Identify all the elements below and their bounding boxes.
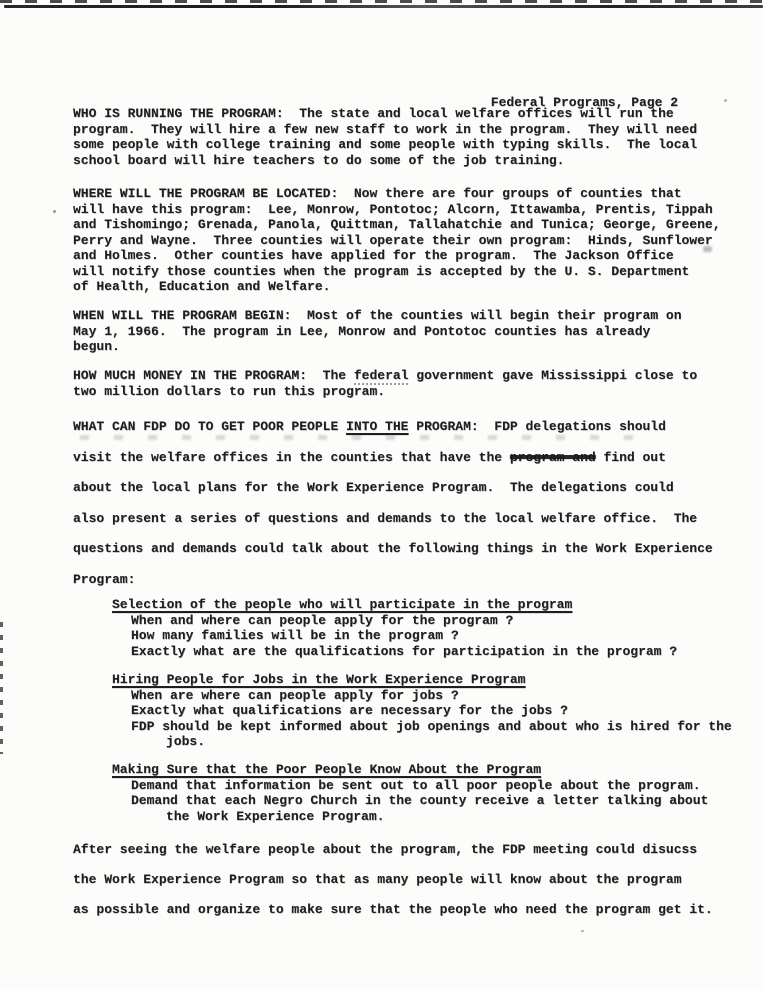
text-line: questions and demands could talk about the following things in the Work Experience — [73, 541, 713, 556]
scan-speck — [53, 210, 56, 213]
text-segment: visit the welfare offices in the counties that have the — [73, 449, 510, 465]
section-question: Exactly what are the qualifications for participation in the program ? — [131, 643, 678, 659]
paragraph-how-much-money — [73, 368, 697, 399]
section-question: When and where can people apply for the program ? — [131, 612, 514, 628]
section-question: FDP should be kept informed about job openings and about who is hired for the — [131, 718, 732, 734]
text-line: as possible and organize to make sure that the people who need the program get it. — [73, 902, 713, 917]
text-line: WHEN WILL THE PROGRAM BEGIN: Most of the counties will begin their program on — [73, 308, 682, 323]
section-continuation-line: jobs. — [166, 734, 206, 749]
smudged-word: federal — [353, 368, 409, 383]
paragraph-closing — [73, 835, 713, 925]
scan-artifact-top-rule — [4, 5, 763, 8]
text-line: begun. — [73, 339, 120, 354]
section-making-sure — [112, 762, 708, 824]
text-line: of Health, Education and Welfare. — [73, 279, 331, 294]
text-line: After seeing the welfare people about the program, the FDP meeting could disucss — [73, 842, 698, 857]
text-line: school board will hire teachers to do some of the job training. — [73, 152, 565, 168]
text-line: two million dollars to run this program. — [73, 383, 386, 399]
section-selection-of-people — [112, 597, 677, 659]
text-line: about the local plans for the Work Experience Program. The delegations could — [73, 480, 674, 495]
text-line: WHERE WILL THE PROGRAM BE LOCATED: Now there are four groups of counties that — [73, 186, 682, 201]
text-line: Program: — [73, 571, 136, 587]
text-line: WHO IS RUNNING THE PROGRAM: The state and local welfare offices will run the — [73, 106, 674, 121]
struck-through-words: program and — [509, 449, 596, 465]
paragraph-when-begin — [73, 308, 682, 355]
section-demand: Demand that information be sent out to all poor people about the program. — [131, 777, 701, 793]
text-segment: find out — [595, 449, 666, 465]
page-header-text: Federal Programs, Page 2 — [490, 95, 678, 110]
text-line: Perry and Wayne. Three counties will operate their own program: Hinds, Sunflower — [73, 232, 713, 248]
section-question: Exactly what qualifications are necessary for the jobs ? — [131, 703, 568, 718]
text-line: some people with college training and some people with typing skills. The local — [73, 137, 698, 152]
text-line: will have this program: Lee, Monrow, Pontotoc; Alcorn, Ittawamba, Prentis, Tippah — [73, 201, 713, 217]
text-segment: PROGRAM: FDP delegations should — [408, 419, 666, 434]
section-heading: Making Sure that the Poor People Know About the Program — [112, 762, 542, 777]
text-line: May 1, 1966. The program in Lee, Monrow and Pontotoc counties has already — [73, 323, 651, 339]
underlined-words: INTO THE — [346, 419, 409, 434]
paragraph-where-located — [73, 186, 721, 295]
text-line — [73, 443, 713, 474]
text-segment: government gave Mississippi close to — [408, 368, 698, 383]
text-segment: WHAT CAN FDP DO TO GET POOR PEOPLE — [73, 419, 347, 434]
section-question: How many families will be in the program ? — [131, 628, 459, 643]
text-line: and Tishomingo; Grenada, Panola, Quittman, Tallahatchie and Tunica; George, Greene, — [73, 217, 721, 232]
section-heading: Hiring People for Jobs in the Work Experience Program — [112, 672, 526, 687]
text-line — [73, 412, 713, 443]
section-heading: Selection of the people who will participate in the program — [112, 597, 573, 612]
scan-speck — [724, 99, 727, 102]
text-line: and Holmes. Other counties have applied for the program. The Jackson Office — [73, 248, 674, 263]
scan-artifact-dotted-line — [0, 0, 763, 3]
section-question: When are where can people apply for jobs ? — [131, 687, 459, 703]
text-line: the Work Experience Program so that as many people will know about the program — [73, 872, 682, 887]
section-continuation-line: the Work Experience Program. — [166, 808, 385, 824]
section-demand: Demand that each Negro Church in the county receive a letter talking about — [131, 793, 709, 808]
paragraph-who-is-running — [73, 106, 697, 168]
text-line: program. They will hire a few new staff to work in the program. They will need — [73, 121, 698, 137]
section-hiring-people — [112, 672, 732, 750]
paragraph-what-can-fdp-do — [73, 412, 713, 595]
scan-artifact-left-marks — [0, 622, 3, 754]
text-line: will notify those counties when the program is accepted by the U. S. Department — [73, 263, 690, 279]
scan-speck — [581, 930, 584, 932]
text-line: also present a series of questions and demands to the local welfare office. The — [73, 510, 698, 526]
text-segment: HOW MUCH MONEY IN THE PROGRAM: The — [73, 368, 354, 383]
text-line — [73, 368, 697, 384]
